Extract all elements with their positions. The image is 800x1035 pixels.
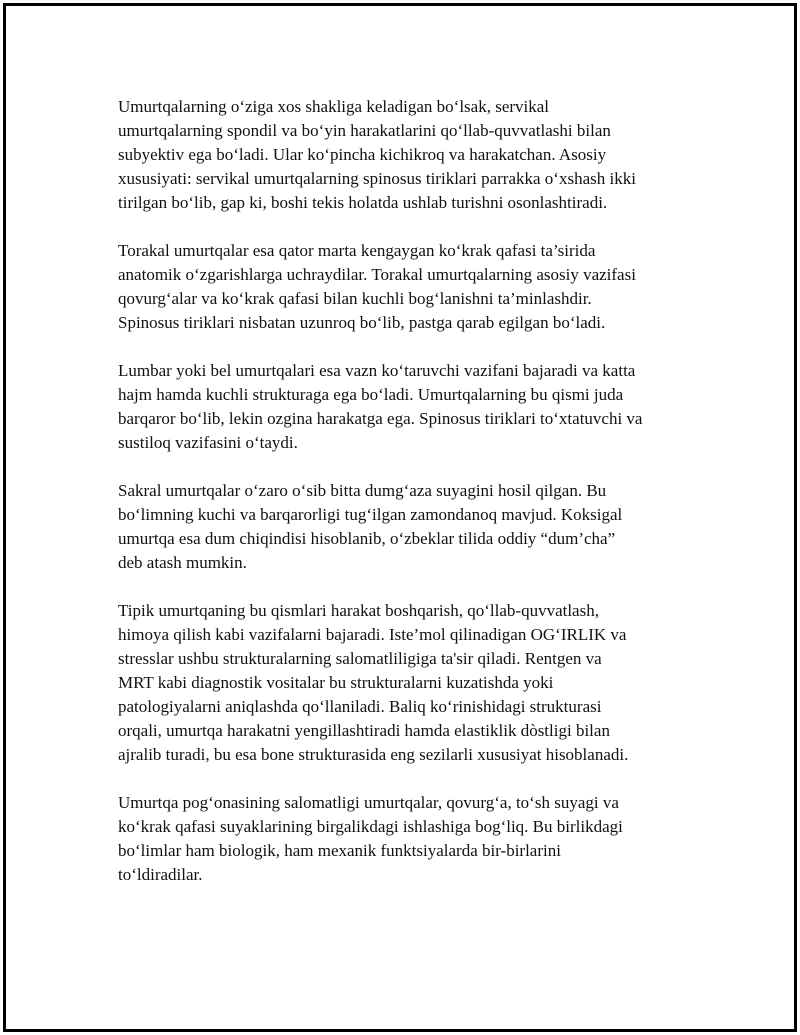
text-line: stresslar ushbu strukturalarning salomatliligiga ta'sir qiladi. Rentgen va [118,649,602,668]
text-line: Lumbar yoki bel umurtqalari esa vazn ko‘taruvchi vazifani bajaradi va katta [118,361,636,380]
text-line: sustiloq vazifasini o‘taydi. [118,433,298,452]
paragraph-3 [118,359,642,455]
text-line: ajralib turadi, bu esa bone strukturasida eng sezilarli xususiyat hisoblanadi. [118,745,629,764]
text-line: Sakral umurtqalar o‘zaro o‘sib bitta dumg‘aza suyagini hosil qilgan. Bu [118,481,607,500]
text-line: deb atash mumkin. [118,553,247,572]
text-line: Spinosus tiriklari nisbatan uzunroq bo‘lib, pastga qarab egilgan bo‘ladi. [118,313,606,332]
text-line: xususiyati: servikal umurtqalarning spinosus tiriklari parrakka o‘xshash ikki [118,169,636,188]
text-line: Torakal umurtqalar esa qator marta kengaygan ko‘krak qafasi ta’sirida [118,241,596,260]
text-line: subyektiv ega bo‘ladi. Ular ko‘pincha kichikroq va harakatchan. Asosiy [118,145,607,164]
text-line: Tipik umurtqaning bu qismlari harakat boshqarish, qo‘llab-quvvatlash, [118,601,599,620]
paragraph-5 [118,599,642,767]
paragraph-6 [118,791,642,887]
text-line: patologiyalarni aniqlashda qo‘llaniladi. Baliq ko‘rinishidagi strukturasi [118,697,602,716]
text-line: umurtqa esa dum chiqindisi hisoblanib, o‘zbeklar tilida oddiy “dum’cha” [118,529,616,548]
text-line: tirilgan bo‘lib, gap ki, boshi tekis holatda ushlab turishni osonlashtiradi. [118,193,608,212]
text-line: barqaror bo‘lib, lekin ozgina harakatga ega. Spinosus tiriklari to‘xtatuvchi va [118,409,643,428]
text-line: bo‘limlar ham biologik, ham mexanik funktsiyalarda bir-birlarini [118,841,561,860]
text-line: MRT kabi diagnostik vositalar bu strukturalarni kuzatishda yoki [118,673,554,692]
text-line: Umurtqa pog‘onasining salomatligi umurtqalar, qovurg‘a, to‘sh suyagi va [118,793,619,812]
paragraph-2 [118,239,642,335]
text-line: hajm hamda kuchli strukturaga ega bo‘ladi. Umurtqalarning bu qismi juda [118,385,624,404]
text-line: to‘ldiradilar. [118,865,203,884]
document-body [118,95,642,911]
text-line: bo‘limning kuchi va barqarorligi tug‘ilgan zamondanoq mavjud. Koksigal [118,505,623,524]
text-line: orqali, umurtqa harakatni yengillashtiradi hamda elastiklik dòstligi bilan [118,721,610,740]
text-line: anatomik o‘zgarishlarga uchraydilar. Torakal umurtqalarning asosiy vazifasi [118,265,636,284]
text-line: himoya qilish kabi vazifalarni bajaradi. Iste’mol qilinadigan OG‘IRLIK va [118,625,627,644]
text-line: umurtqalarning spondil va bo‘yin harakatlarini qo‘llab-quvvatlashi bilan [118,121,611,140]
text-line: Umurtqalarning o‘ziga xos shakliga keladigan bo‘lsak, servikal [118,97,550,116]
paragraph-1 [118,95,642,215]
paragraph-4 [118,479,642,575]
text-line: qovurg‘alar va ko‘krak qafasi bilan kuchli bog‘lanishni ta’minlashdir. [118,289,592,308]
text-line: ko‘krak qafasi suyaklarining birgalikdagi ishlashiga bog‘liq. Bu birlikdagi [118,817,623,836]
